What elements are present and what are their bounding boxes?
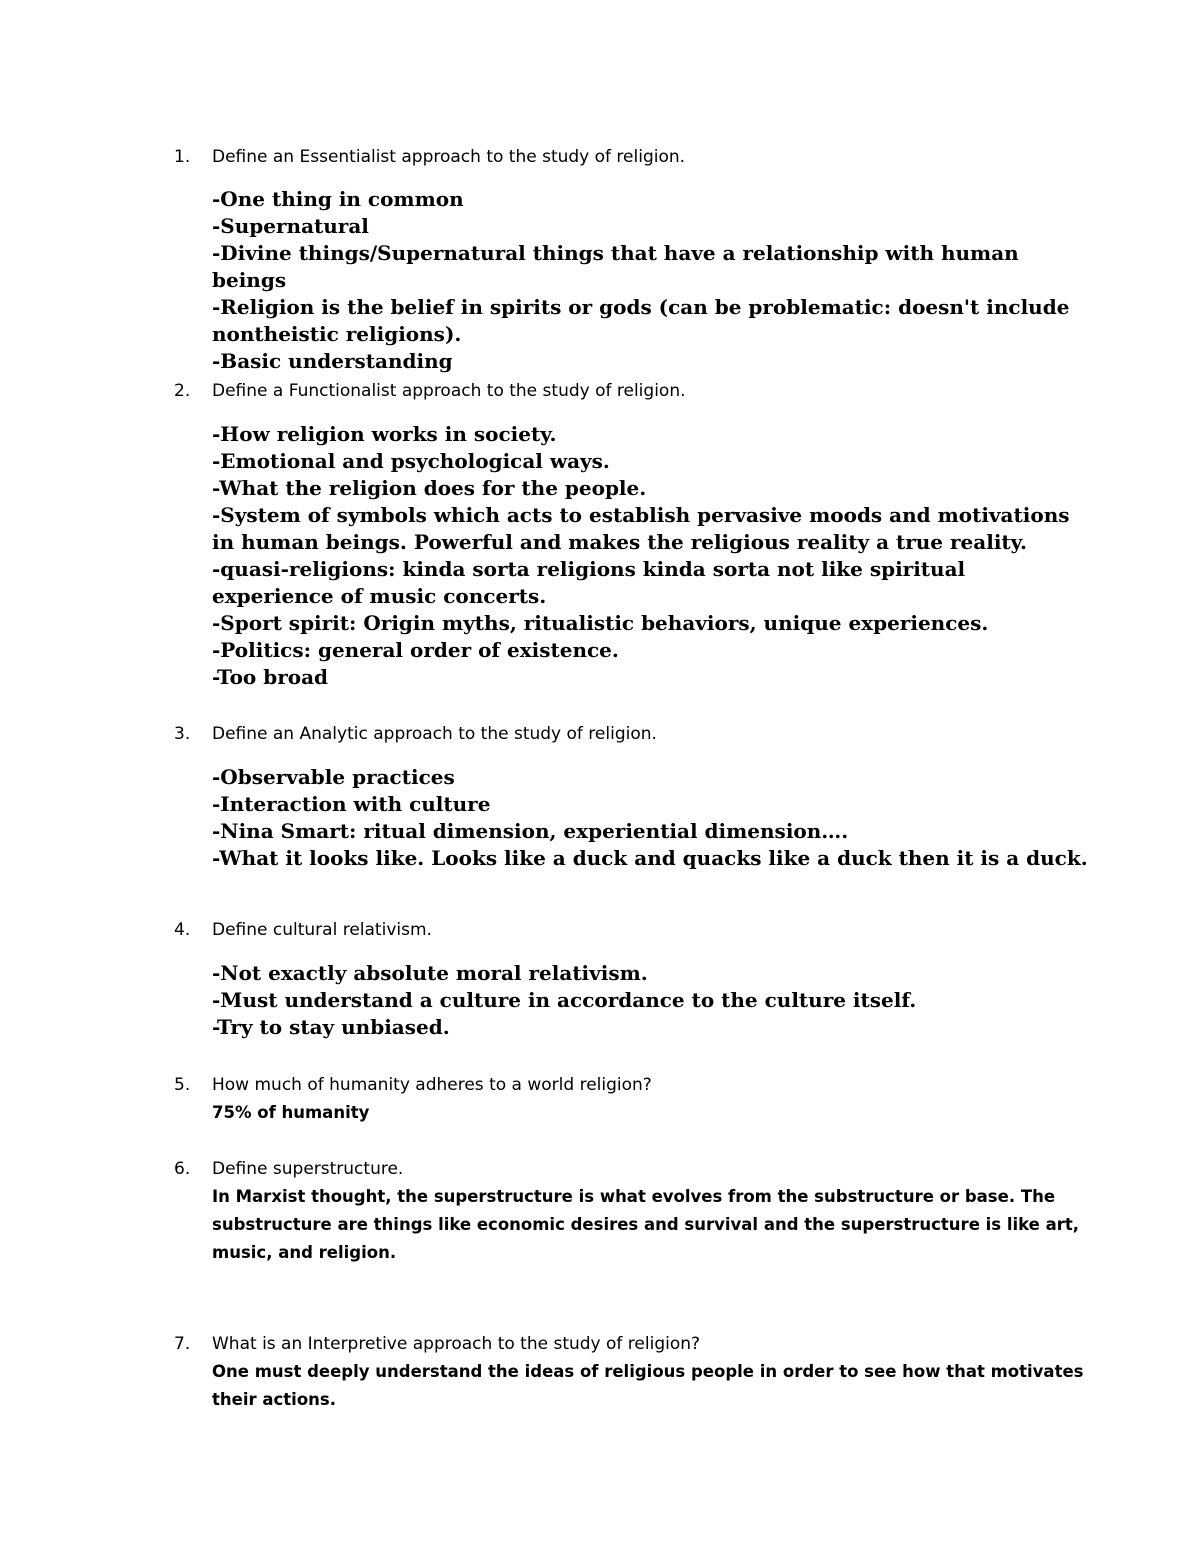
- question-text: Define an Essentialist approach to the study of religion.: [212, 147, 686, 167]
- question-text: What is an Interpretive approach to the study of religion?: [212, 1334, 701, 1354]
- question-text: How much of humanity adheres to a world religion?: [212, 1075, 652, 1095]
- answer-item: -Too broad: [212, 665, 329, 689]
- answer-item: -Supernatural: [212, 214, 369, 238]
- question-number: 5.: [174, 1075, 191, 1095]
- question-2: [174, 377, 1074, 405]
- answer-item: -How religion works in society.: [212, 422, 557, 446]
- question-number: 1.: [174, 147, 191, 167]
- question-4: [174, 916, 1074, 944]
- answer-item: -Try to stay unbiased.: [212, 1015, 450, 1039]
- question-number: 7.: [174, 1334, 191, 1354]
- question-text: Define cultural relativism.: [212, 920, 432, 940]
- answer-item: -Interaction with culture: [212, 792, 491, 816]
- question-number: 3.: [174, 724, 191, 744]
- question-number: 6.: [174, 1159, 191, 1179]
- question-6: [174, 1155, 1074, 1183]
- answer-6: In Marxist thought, the superstructure is what evolves from the substructure or base. The substructure are things like economic desires and survival and the superstructure is like art, music, and religion.: [212, 1187, 1080, 1262]
- answer-item: -Emotional and psychological ways.: [212, 449, 610, 473]
- answer-item: -What it looks like. Looks like a duck and quacks like a duck then it is a duck.: [212, 846, 1088, 870]
- question-number: 4.: [174, 920, 191, 940]
- question-3: [174, 720, 1074, 748]
- answer-item: -Divine things/Supernatural things that have a relationship with human beings: [212, 241, 1019, 292]
- question-number: 2.: [174, 381, 191, 401]
- answer-item: -Politics: general order of existence.: [212, 638, 619, 662]
- answer-5: 75% of humanity: [212, 1103, 370, 1122]
- answer-item: -Observable practices: [212, 765, 455, 789]
- answer-list-3: [212, 764, 1092, 872]
- answer-item: -One thing in common: [212, 187, 464, 211]
- answer-item: -System of symbols which acts to establish pervasive moods and motivations in human beings. Powerful and makes the religious reality a true reality.: [212, 503, 1070, 554]
- question-7: [174, 1330, 1074, 1358]
- answer-item: -Not exactly absolute moral relativism.: [212, 961, 648, 985]
- answer-item: -Basic understanding: [212, 349, 453, 373]
- question-5: [174, 1071, 1074, 1099]
- answer-7: One must deeply understand the ideas of religious people in order to see how that motivates their actions.: [212, 1362, 1084, 1409]
- question-text: Define a Functionalist approach to the study of religion.: [212, 381, 686, 401]
- answer-list-1: [212, 186, 1092, 375]
- question-text: Define superstructure.: [212, 1159, 404, 1179]
- answer-list-2: [212, 421, 1092, 691]
- answer-item: -quasi-religions: kinda sorta religions kinda sorta not like spiritual experience of music concerts.: [212, 557, 966, 608]
- question-1: [174, 143, 1074, 171]
- question-text: Define an Analytic approach to the study of religion.: [212, 724, 657, 744]
- answer-item: -Must understand a culture in accordance to the culture itself.: [212, 988, 917, 1012]
- answer-item: -Religion is the belief in spirits or gods (can be problematic: doesn't include nontheistic religions).: [212, 295, 1070, 346]
- answer-item: -What the religion does for the people.: [212, 476, 647, 500]
- answer-item: -Nina Smart: ritual dimension, experiential dimension….: [212, 819, 849, 843]
- answer-list-4: [212, 960, 1092, 1041]
- answer-item: -Sport spirit: Origin myths, ritualistic behaviors, unique experiences.: [212, 611, 989, 635]
